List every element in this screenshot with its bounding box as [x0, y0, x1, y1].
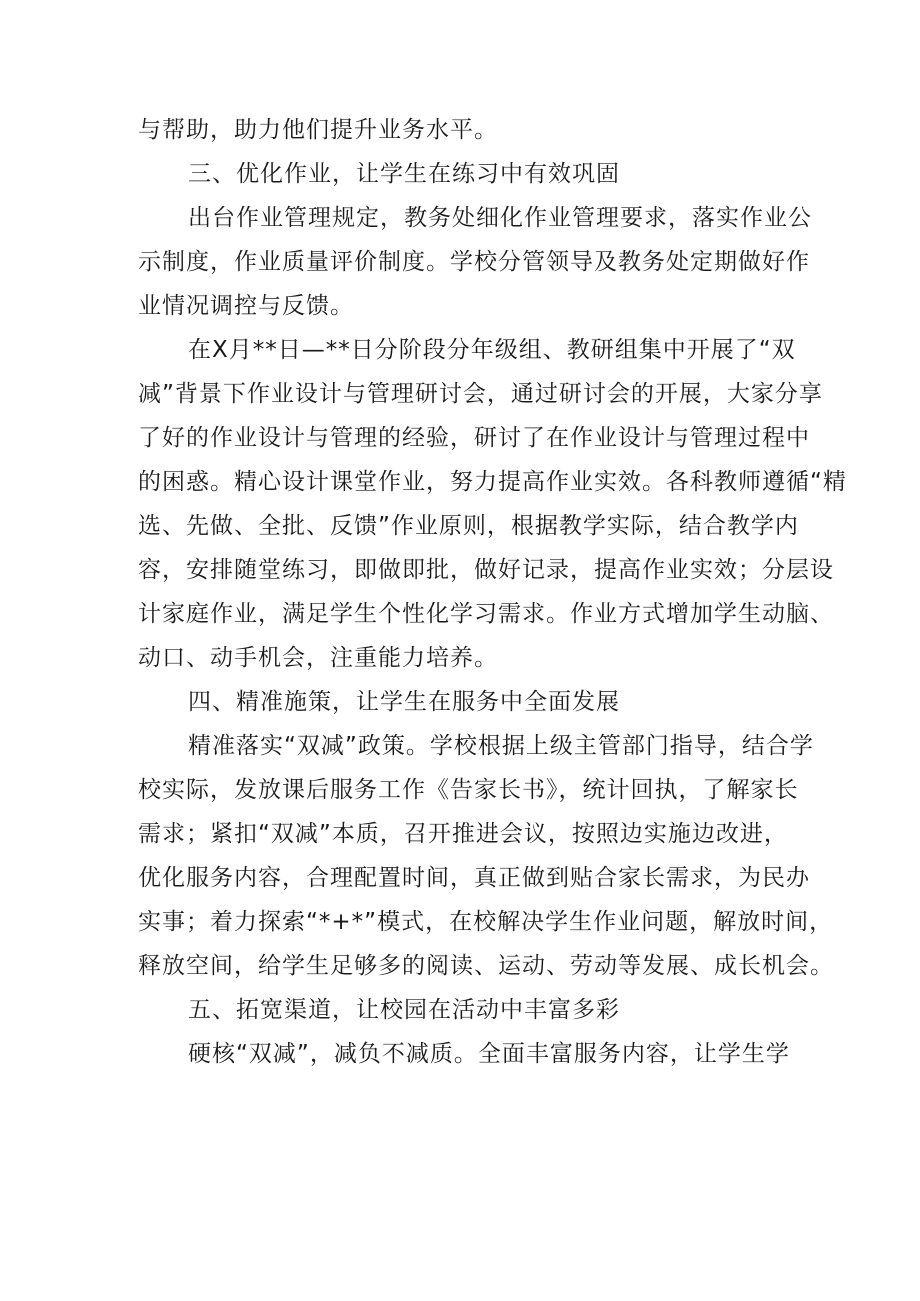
text-line: 在X月**日—**日分阶段分年级组、教研组集中开展了“双	[188, 337, 796, 363]
document-body	[138, 108, 847, 1076]
text-line: 的困惑。精心设计课堂作业，努力提高作业实效。各科教师遵循“精	[138, 469, 847, 495]
text-line: 硬核“双减”，减负不减质。全面丰富服务内容，让学生学	[188, 1041, 790, 1067]
text-line: 动口、动手机会，注重能力培养。	[138, 645, 498, 671]
text-line: 精准落实“双减”政策。学校根据上级主管部门指导，结合学	[188, 733, 814, 759]
text-line: 计家庭作业，满足学生个性化学习需求。作业方式增加学生动脑、	[138, 601, 834, 627]
text-line: 与帮助，助力他们提升业务水平。	[138, 117, 498, 143]
text-line: 实事；着力探索“*+*”模式，在校解决学生作业问题，解放时间，	[138, 909, 834, 935]
text-line: 校实际，发放课后服务工作《告家长书》，统计回执，了解家长	[138, 777, 799, 803]
text-line: 出台作业管理规定，教务处细化作业管理要求，落实作业公	[188, 205, 812, 231]
section-heading-4: 四、精准施策，让学生在服务中全面发展	[188, 689, 620, 715]
text-line: 示制度，作业质量评价制度。学校分管领导及教务处定期做好作	[138, 249, 810, 275]
text-line: 减”背景下作业设计与管理研讨会，通过研讨会的开展，大家分享	[138, 381, 823, 407]
section-heading-3: 三、优化作业，让学生在练习中有效巩固	[188, 161, 620, 187]
section-heading-5: 五、拓宽渠道，让校园在活动中丰富多彩	[188, 997, 620, 1023]
text-line: 业情况调控与反馈。	[138, 293, 354, 319]
text-line: 选、先做、全批、反馈”作业原则，根据教学实际，结合教学内	[138, 513, 799, 539]
text-line: 优化服务内容，合理配置时间，真正做到贴合家长需求，为民办	[138, 865, 810, 891]
text-line: 容，安排随堂练习，即做即批，做好记录，提高作业实效；分层设	[138, 557, 834, 583]
text-line: 需求；紧扣“双减”本质，召开推进会议，按照边实施边改进，	[138, 821, 788, 847]
text-line: 了好的作业设计与管理的经验，研讨了在作业设计与管理过程中	[138, 425, 810, 451]
text-line: 释放空间，给学生足够多的阅读、运动、劳动等发展、成长机会。	[138, 953, 834, 979]
